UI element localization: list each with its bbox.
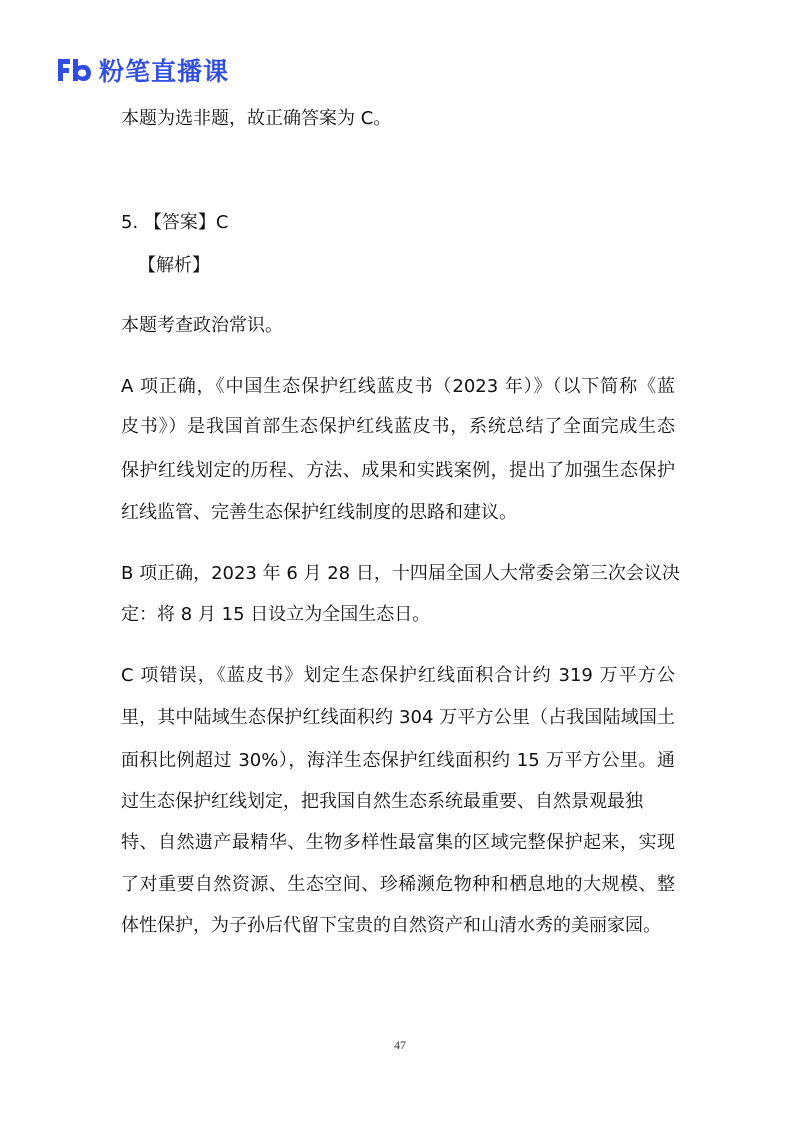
option-b-line: B 项正确，2023 年 6 月 28 日，十四届全国人大常委会第三次会议决	[121, 563, 680, 584]
option-c-line: 面积比例超过 30%），海洋生态保护红线面积约 15 万平方公里。通	[121, 750, 675, 771]
option-a-line: A 项正确，《中国生态保护红线蓝皮书（2023 年）》（以下简称《蓝	[121, 376, 676, 397]
previous-conclusion: 本题为选非题，故正确答案为 C。	[121, 108, 392, 129]
analysis-label: 【解析】	[138, 255, 210, 276]
brand-name: 粉笔直播课	[99, 57, 230, 86]
option-b-line: 定：将 8 月 15 日设立为全国生态日。	[121, 604, 431, 625]
option-a-line: 保护红线划定的历程、方法、成果和实践案例，提出了加强生态保护	[121, 460, 675, 481]
option-c-line: 了对重要自然资源、生态空间、珍稀濒危物种和栖息地的大规模、整	[121, 874, 675, 895]
question-5-answer: 5. 【答案】C	[121, 212, 229, 233]
option-c-line: 过生态保护红线划定，把我国自然生态系统最重要、自然景观最独	[121, 791, 643, 812]
option-c-line: 里，其中陆域生态保护红线面积约 304 万平方公里（占我国陆域国土	[121, 707, 675, 728]
option-a-line: 皮书》）是我国首部生态保护红线蓝皮书，系统总结了全面完成生态	[121, 416, 675, 437]
analysis-intro: 本题考查政治常识。	[121, 315, 283, 336]
option-a-line: 红线监管、完善生态保护红线制度的思路和建议。	[121, 502, 517, 523]
option-c-line: 体性保护，为子孙后代留下宝贵的自然资产和山清水秀的美丽家园。	[121, 915, 661, 936]
brand-logo	[55, 52, 229, 88]
page-number: 47	[394, 1038, 406, 1052]
option-c-line: 特、自然遗产最精华、生物多样性最富集的区域完整保护起来，实现	[121, 832, 675, 853]
option-c-line: C 项错误，《蓝皮书》划定生态保护红线面积合计约 319 万平方公	[121, 665, 675, 686]
fenbi-logo-icon	[55, 56, 93, 84]
